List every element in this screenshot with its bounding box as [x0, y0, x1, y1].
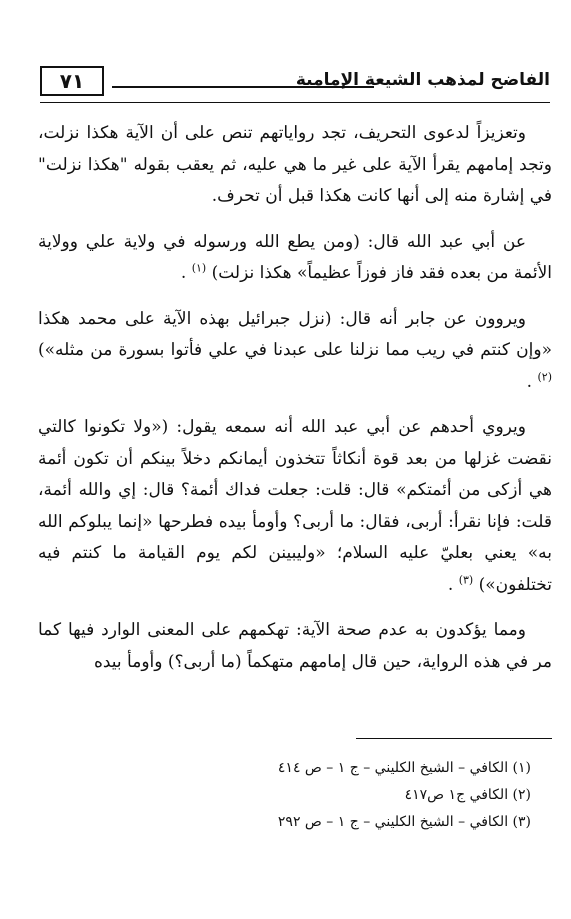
- footnote-ref: (٣): [458, 572, 474, 586]
- paragraph: [38, 304, 552, 399]
- paragraph-text: ويروي أحدهم عن أبي عبد الله أنه سمعه يقول: («ولا تكونوا كالتي نقضت غزلها من بعد قوة أنكاثاً تتخذون أيمانكم دخلاً بينكم أن تكون أئمة هي أزكى من أئمتكم» قال: قلت: جعلت فداك أئمة؟ قال: إي والله أئمة، قلت: فإنا نقرأ: أربى، فقال: ما أربى؟ وأومأ بيده فطرحها «إنما يبلوكم الله به» يعني بعليّ عليه السلام؛ «وليبينن لكم يوم القيامة ما كنتم فيه تختلفون»): [38, 417, 552, 595]
- paragraph: [38, 227, 552, 290]
- paragraph-tail: .: [447, 574, 459, 595]
- page-header: [40, 66, 550, 96]
- paragraph: [38, 118, 552, 213]
- body-text: [38, 118, 552, 684]
- footnote: (٢) الكافي ج١ ص٤١٧: [404, 787, 531, 803]
- footnote-separator: [356, 738, 552, 739]
- paragraph-text: عن أبي عبد الله قال: (ومن يطع الله ورسوله في ولاية علي وولاية الأئمة من بعده فقد فاز فوزاً عظيماً» هكذا نزلت): [38, 231, 552, 283]
- header-underline: [40, 102, 550, 103]
- paragraph: [38, 615, 552, 678]
- footnote: (١) الكافي – الشيخ الكليني – ج ١ – ص ٤١٤: [277, 760, 531, 776]
- running-title: الفاضح لمذهب الشيعة الإمامية: [295, 70, 550, 90]
- paragraph-tail: .: [180, 263, 192, 283]
- footnote-ref: (١): [191, 261, 207, 275]
- footnote-ref: (٢): [537, 369, 552, 383]
- paragraph-tail: .: [526, 371, 538, 392]
- paragraph: [38, 412, 552, 601]
- paragraph-text: ومما يؤكدون به عدم صحة الآية: تهكمهم على المعنى الوارد فيها كما مر في هذه الرواية، حين قال إمامهم متهكماً (ما أربى؟) وأومأ بيده: [38, 620, 552, 672]
- footnote: (٣) الكافي – الشيخ الكليني – ج ١ – ص ٢٩٢: [277, 814, 531, 830]
- footnotes: [211, 755, 531, 836]
- paragraph-text: وتعزيزاً لدعوى التحريف، تجد رواياتهم تنص على أن الآية هكذا نزلت، وتجد إمامهم يقرأ الآية على غير ما هي عليه، ثم يعقب بقوله "هكذا نزلت" في إشارة منه إلى أنها كانت هكذا قبل أن تحرف.: [38, 123, 552, 206]
- paragraph-text: ويروون عن جابر أنه قال: (نزل جبرائيل بهذه الآية على محمد هكذا «وإن كنتم في ريب مما نزلنا على عبدنا في علي فأتوا بسورة من مثله»): [38, 308, 552, 360]
- page-number: ٧١: [40, 66, 104, 96]
